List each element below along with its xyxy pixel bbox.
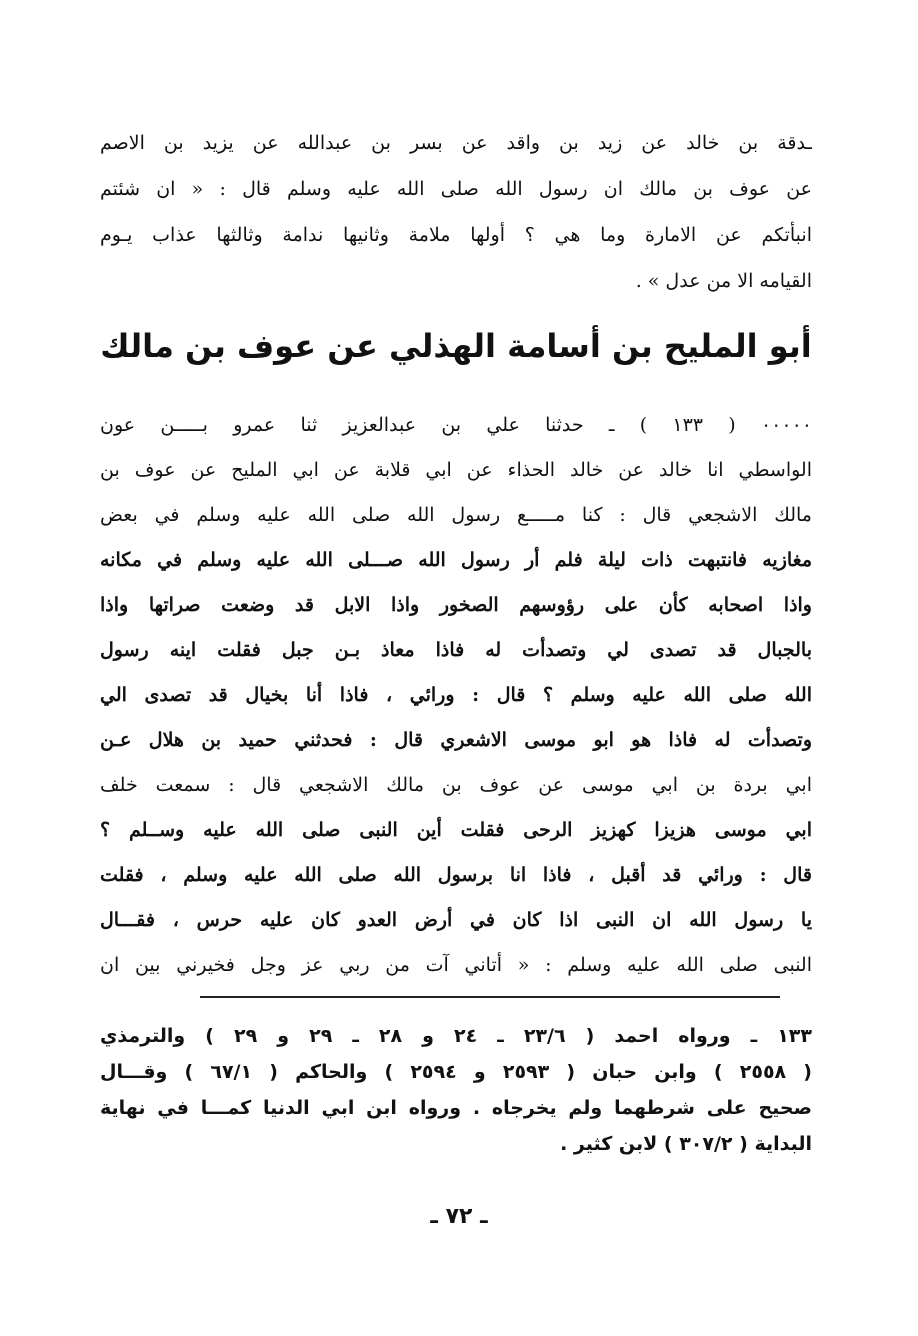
text-line: انبأتكم عن الامارة وما هي ؟ أولها ملامة وثانيها ندامة وثالثها عذاب يـوم — [100, 224, 812, 246]
footnote-line: ١٣٣ ـ ورواه احمد ( ٢٣/٦ ـ ٢٤ و ٢٨ ـ ٢٩ و ٢٩ ) والترمذي — [100, 1025, 812, 1047]
footnote-line: ( ٢٥٥٨ ) وابن حبان ( ٢٥٩٣ و ٢٥٩٤ ) والحاكم ( ٦٧/١ ) وقـــال — [100, 1061, 812, 1083]
text-line: بالجبال قد تصدى لي وتصدأت له فاذا معاذ بـن جبل فقلت اينه رسول — [100, 639, 812, 661]
text-line: واذا اصحابه كأن على رؤوسهم الصخور واذا الابل قد وضعت صراتها واذا — [100, 594, 812, 616]
section-heading: أبو المليح بن أسامة الهذلي عن عوف بن مالك — [100, 327, 812, 365]
text-line: ٠٠٠٠٠ ( ١٣٣ ) ـ حدثنا علي بن عبدالعزيز ثنا عمرو بـــــن عون — [100, 414, 812, 436]
text-line: قال : ورائي قد أقبل ، فاذا انا برسول الله صلى الله عليه وسلم ، فقلت — [100, 864, 812, 886]
text-line: وتصدأت له فاذا هو ابو موسى الاشعري قال : فحدثني حميد بن هلال عـن — [100, 729, 812, 751]
text-line: يا رسول الله ان النبى اذا كان في أرض العدو كان عليه حرس ، فقـــال — [100, 909, 812, 931]
footnote-line: البداية ( ٣٠٧/٢ ) لابن كثير . — [560, 1133, 812, 1155]
text-line: النبى صلى الله عليه وسلم : « أتاني آت من ربي عز وجل فخيرني بين ان — [100, 954, 812, 976]
page-number: ـ ٧٢ ـ — [430, 1204, 488, 1229]
text-line: مغازيه فانتبهت ذات ليلة فلم أر رسول الله صـــلى الله عليه وسلم في مكانه — [100, 549, 812, 571]
text-line: الله صلى الله عليه وسلم ؟ قال : ورائي ، فاذا أنا بخيال قد تصدى الي — [100, 684, 812, 706]
text-line: الواسطي انا خالد عن خالد الحذاء عن ابي قلابة عن ابي المليح عن عوف بن — [100, 459, 812, 481]
text-line: مالك الاشجعي قال : كنا مـــــع رسول الله صلى الله عليه وسلم في بعض — [100, 504, 812, 526]
text-line: القيامه الا من عدل » . — [635, 270, 812, 292]
footnote-line: صحيح على شرطهما ولم يخرجاه . ورواه ابن ابي الدنيا كمـــا في نهاية — [100, 1097, 812, 1119]
footnote-divider — [200, 996, 780, 998]
text-line: ابي بردة بن ابي موسى عن عوف بن مالك الاشجعي قال : سمعت خلف — [100, 774, 812, 796]
text-line: ـدقة بن خالد عن زيد بن واقد عن بسر بن عبدالله عن يزيد بن الاصم — [100, 132, 812, 154]
text-line: ابي موسى هزيزا كهزيز الرحى فقلت أين النبى صلى الله عليه وســلم ؟ — [100, 819, 812, 841]
text-line: عن عوف بن مالك ان رسول الله صلى الله عليه وسلم قال : « ان شئتم — [100, 178, 812, 200]
